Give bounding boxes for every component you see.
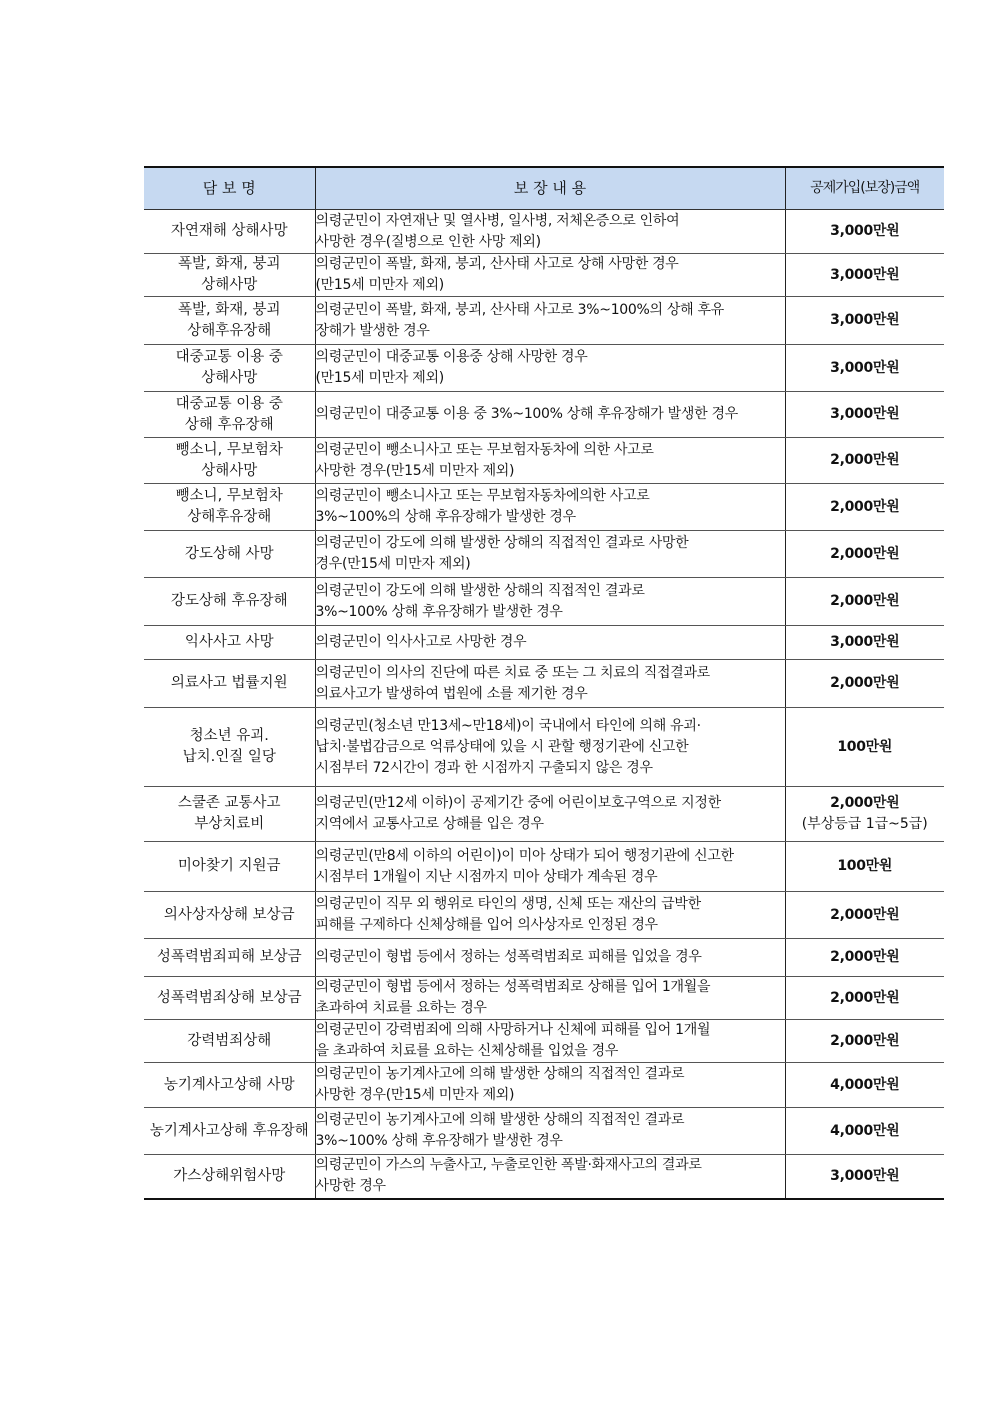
coverage-name-line: 상해후유장해 — [187, 509, 272, 525]
coverage-description-line: 의령군민이 의사의 진단에 따른 치료 중 또는 그 치료의 직접결과로 — [315, 664, 710, 681]
coverage-name-cell — [144, 1020, 315, 1063]
coverage-description-cell — [315, 254, 785, 297]
coverage-description-line: 장해가 발생한 경우 — [315, 322, 430, 339]
coverage-description-line: 의령군민이 폭발, 화재, 붕괴, 산사태 사고로 상해 사망한 경우 — [315, 256, 679, 272]
header-coverage-amount: 공제가입(보장)금액 — [785, 167, 944, 210]
coverage-description-cell — [315, 484, 785, 531]
coverage-description-cell — [315, 1155, 785, 1199]
table-row — [144, 210, 944, 254]
coverage-name-cell — [144, 787, 315, 842]
coverage-amount: 2,000만원 — [830, 498, 900, 515]
coverage-name-cell — [144, 977, 315, 1020]
coverage-name-line: 성폭력범죄상해 보상금 — [156, 989, 302, 1006]
coverage-amount: 3,000만원 — [830, 359, 900, 376]
coverage-name-line: 상해사망 — [201, 277, 258, 293]
coverage-description-cell — [315, 892, 785, 939]
table-row — [144, 345, 944, 392]
coverage-description-line: 을 초과하여 치료를 요하는 신체상해를 입었을 경우 — [315, 1043, 619, 1059]
coverage-table — [144, 166, 944, 1200]
coverage-amount: 2,000만원 — [830, 545, 900, 562]
coverage-name-cell — [144, 660, 315, 708]
coverage-amount-note: (부상등급 1급~5급) — [801, 816, 928, 832]
coverage-name-line: 강도상해 사망 — [184, 545, 274, 562]
coverage-name-line: 대중교통 이용 중 — [175, 349, 283, 365]
coverage-name-line: 부상치료비 — [194, 816, 265, 832]
coverage-amount-cell — [785, 939, 944, 977]
coverage-name-line: 의사상자상해 보상금 — [163, 906, 295, 923]
coverage-name-cell — [144, 626, 315, 660]
coverage-description-line: 사망한 경우 — [315, 1178, 386, 1195]
coverage-description-cell — [315, 1063, 785, 1108]
coverage-amount: 2,000만원 — [830, 593, 900, 609]
coverage-name-cell — [144, 842, 315, 892]
coverage-description-line: 3%~100% 상해 후유장해가 발생한 경우 — [315, 1133, 563, 1149]
coverage-name-line: 스쿨존 교통사고 — [177, 795, 281, 811]
coverage-amount-cell — [785, 787, 944, 842]
coverage-description-line: 의령군민이 뺑소니사고 또는 무보험자동차에 의한 사고로 — [315, 441, 654, 458]
coverage-amount-cell — [785, 1063, 944, 1108]
coverage-name-cell — [144, 484, 315, 531]
coverage-description-line: 의령군민이 직무 외 행위로 타인의 생명, 신체 또는 재산의 급박한 — [315, 896, 701, 912]
coverage-name-cell — [144, 578, 315, 626]
coverage-description-line: 납치·불법감금으로 억류상태에 있을 시 관할 행정기관에 신고한 — [315, 738, 689, 755]
coverage-name-cell — [144, 392, 315, 438]
coverage-amount: 2,000만원 — [830, 452, 900, 468]
coverage-description-line: 시점부터 1개월이 지난 시점까지 미아 상태가 계속된 경우 — [315, 868, 658, 885]
coverage-description-line: 지역에서 교통사고로 상해를 입은 경우 — [315, 816, 544, 832]
coverage-description-line: 의령군민이 익사사고로 사망한 경우 — [315, 634, 527, 650]
coverage-name-cell — [144, 939, 315, 977]
coverage-amount: 3,000만원 — [830, 634, 900, 650]
coverage-amount: 2,000만원 — [830, 675, 900, 691]
coverage-amount: 3,000만원 — [830, 266, 900, 283]
coverage-name-line: 강력범죄상해 — [187, 1032, 272, 1049]
header-row — [144, 167, 944, 210]
coverage-description-line: 초과하여 치료를 요하는 경우 — [315, 1000, 487, 1016]
coverage-description-line: 의령군민이 대중교통 이용중 상해 사망한 경우 — [315, 349, 588, 365]
coverage-name-line: 뺑소니, 무보험차 — [175, 441, 283, 458]
coverage-description-cell — [315, 842, 785, 892]
coverage-description-line: 의령군민이 농기계사고에 의해 발생한 상해의 직접적인 결과로 — [315, 1112, 685, 1128]
coverage-amount-cell — [785, 345, 944, 392]
coverage-name-line: 뺑소니, 무보험차 — [175, 488, 283, 504]
table-row — [144, 892, 944, 939]
coverage-amount-cell — [785, 977, 944, 1020]
coverage-amount: 2,000만원 — [830, 949, 900, 965]
coverage-amount: 2,000만원 — [830, 795, 900, 811]
coverage-description-line: (만15세 미만자 제외) — [315, 277, 444, 293]
coverage-amount: 2,000만원 — [830, 989, 900, 1006]
coverage-name-line: 청소년 유괴. — [189, 728, 269, 744]
coverage-name-cell — [144, 345, 315, 392]
coverage-amount: 3,000만원 — [830, 312, 900, 328]
coverage-description-cell — [315, 787, 785, 842]
coverage-description-line: 의령군민이 뺑소니사고 또는 무보험자동차에의한 사고로 — [315, 488, 650, 504]
coverage-description-cell — [315, 297, 785, 345]
coverage-description-line: 의료사고가 발생하여 법원에 소를 제기한 경우 — [315, 685, 588, 702]
coverage-description-line: 시점부터 72시간이 경과 한 시점까지 구출되지 않은 경우 — [315, 759, 653, 776]
coverage-name-cell — [144, 892, 315, 939]
coverage-amount: 100만원 — [837, 858, 893, 874]
coverage-name-cell — [144, 708, 315, 787]
table-row — [144, 626, 944, 660]
table-row — [144, 254, 944, 297]
coverage-description-line: 경우(만15세 미만자 제외) — [315, 556, 471, 572]
coverage-amount-cell — [785, 578, 944, 626]
coverage-amount: 100만원 — [837, 738, 893, 755]
coverage-amount-cell — [785, 708, 944, 787]
table-row — [144, 438, 944, 484]
coverage-description-cell — [315, 977, 785, 1020]
coverage-amount: 4,000만원 — [830, 1122, 900, 1139]
coverage-description-line: 3%~100% 상해 후유장해가 발생한 경우 — [315, 603, 563, 620]
coverage-description-line: 사망한 경우(만15세 미만자 제외) — [315, 1087, 515, 1103]
coverage-name-line: 강도상해 후유장해 — [170, 593, 288, 609]
table-body — [144, 210, 944, 1199]
table-row — [144, 578, 944, 626]
coverage-description-line: 의령군민이 강도에 의해 발생한 상해의 직접적인 결과로 — [315, 582, 645, 599]
coverage-name-cell — [144, 531, 315, 578]
coverage-amount-cell — [785, 1020, 944, 1063]
coverage-name-line: 상해후유장해 — [187, 322, 272, 339]
table-row — [144, 484, 944, 531]
coverage-description-line: 의령군민이 농기계사고에 의해 발생한 상해의 직접적인 결과로 — [315, 1066, 685, 1082]
coverage-description-line: 피해를 구제하다 신체상해를 입어 의사상자로 인정된 경우 — [315, 917, 658, 933]
coverage-name-cell — [144, 297, 315, 345]
coverage-amount-cell — [785, 531, 944, 578]
coverage-description-cell — [315, 660, 785, 708]
coverage-name-line: 가스상해위험사망 — [173, 1167, 286, 1184]
coverage-description-line: 의령군민이 강도에 의해 발생한 상해의 직접적인 결과로 사망한 — [315, 535, 689, 551]
table-row — [144, 787, 944, 842]
table-row — [144, 1155, 944, 1199]
coverage-amount: 4,000만원 — [830, 1076, 900, 1093]
coverage-name-line: 납치.인질 일당 — [182, 749, 276, 765]
coverage-amount-cell — [785, 484, 944, 531]
coverage-description-line: 의령군민(만12세 이하)이 공제기간 중에 어린이보호구역으로 지정한 — [315, 795, 721, 811]
coverage-description-line: 의령군민이 강력범죄에 의해 사망하거나 신체에 피해를 입어 1개월 — [315, 1022, 711, 1038]
coverage-name-line: 폭발, 화재, 붕괴 — [178, 301, 281, 318]
table-header — [144, 167, 944, 210]
coverage-description-cell — [315, 626, 785, 660]
coverage-name-line: 자연재해 상해사망 — [170, 223, 288, 239]
table-row — [144, 392, 944, 438]
coverage-amount: 3,000만원 — [830, 1167, 900, 1184]
coverage-name-line: 상해사망 — [201, 370, 258, 386]
coverage-amount: 3,000만원 — [830, 223, 900, 239]
table-row — [144, 660, 944, 708]
coverage-name-line: 농기계사고상해 후유장해 — [149, 1122, 309, 1139]
coverage-name-line: 익사사고 사망 — [184, 634, 274, 650]
coverage-amount-cell — [785, 892, 944, 939]
coverage-amount-cell — [785, 1108, 944, 1155]
coverage-description-line: 3%~100%의 상해 후유장해가 발생한 경우 — [315, 509, 576, 525]
coverage-name-line: 미아찾기 지원금 — [177, 858, 281, 874]
coverage-description-line: 의령군민이 대중교통 이용 중 3%~100% 상해 후유장해가 발생한 경우 — [315, 406, 738, 422]
coverage-name-cell — [144, 1108, 315, 1155]
coverage-name-cell — [144, 438, 315, 484]
coverage-description-cell — [315, 531, 785, 578]
table-row — [144, 1020, 944, 1063]
coverage-name-cell — [144, 254, 315, 297]
coverage-description-line: 사망한 경우(질병으로 인한 사망 제외) — [315, 233, 541, 250]
coverage-description-line: (만15세 미만자 제외) — [315, 370, 444, 386]
table-row — [144, 708, 944, 787]
coverage-description-line: 의령군민이 폭발, 화재, 붕괴, 산사태 사고로 3%~100%의 상해 후유 — [315, 301, 724, 318]
coverage-description-line: 의령군민이 형법 등에서 정하는 성폭력범죄로 피해를 입었을 경우 — [315, 949, 702, 965]
table-row — [144, 1108, 944, 1155]
coverage-name-line: 상해 후유장해 — [184, 416, 274, 433]
coverage-description-line: 의령군민이 자연재난 및 열사병, 일사병, 저체온증으로 인하여 — [315, 212, 680, 229]
table-row — [144, 531, 944, 578]
coverage-name-line: 성폭력범죄피해 보상금 — [156, 949, 302, 965]
coverage-amount-cell — [785, 297, 944, 345]
coverage-amount-cell — [785, 254, 944, 297]
coverage-amount-cell — [785, 392, 944, 438]
coverage-amount-cell — [785, 438, 944, 484]
coverage-description-cell — [315, 1020, 785, 1063]
coverage-amount-cell — [785, 210, 944, 254]
coverage-description-cell — [315, 392, 785, 438]
coverage-name-cell — [144, 210, 315, 254]
header-coverage-description: 보 장 내 용 — [315, 167, 785, 210]
coverage-name-line: 농기계사고상해 사망 — [163, 1076, 295, 1093]
coverage-description-cell — [315, 708, 785, 787]
coverage-name-cell — [144, 1155, 315, 1199]
coverage-amount: 3,000만원 — [830, 406, 900, 422]
coverage-description-line: 의령군민(청소년 만13세~만18세)이 국내에서 타인에 의해 유괴· — [315, 717, 701, 734]
coverage-amount: 2,000만원 — [830, 1032, 900, 1049]
coverage-description-line: 의령군민이 형법 등에서 정하는 성폭력범죄로 상해를 입어 1개월을 — [315, 979, 711, 995]
coverage-amount: 2,000만원 — [830, 906, 900, 923]
table-row — [144, 842, 944, 892]
coverage-amount-cell — [785, 626, 944, 660]
coverage-name-line: 상해사망 — [201, 462, 258, 479]
header-coverage-name: 담 보 명 — [144, 167, 315, 210]
coverage-description-cell — [315, 438, 785, 484]
coverage-name-line: 폭발, 화재, 붕괴 — [178, 256, 281, 272]
coverage-amount-cell — [785, 1155, 944, 1199]
table-row — [144, 939, 944, 977]
coverage-name-line: 의료사고 법률지원 — [170, 675, 288, 691]
table-row — [144, 977, 944, 1020]
coverage-name-cell — [144, 1063, 315, 1108]
coverage-amount-cell — [785, 660, 944, 708]
coverage-description-cell — [315, 578, 785, 626]
coverage-description-cell — [315, 345, 785, 392]
table-row — [144, 1063, 944, 1108]
coverage-description-cell — [315, 210, 785, 254]
coverage-description-line: 사망한 경우(만15세 미만자 제외) — [315, 462, 515, 479]
coverage-description-cell — [315, 1108, 785, 1155]
coverage-amount-cell — [785, 842, 944, 892]
coverage-name-line: 대중교통 이용 중 — [175, 395, 283, 412]
table-row — [144, 297, 944, 345]
coverage-description-cell — [315, 939, 785, 977]
coverage-description-line: 의령군민(만8세 이하의 어린이)이 미아 상태가 되어 행정기관에 신고한 — [315, 847, 734, 864]
coverage-description-line: 의령군민이 가스의 누출사고, 누출로인한 폭발·화재사고의 결과로 — [315, 1157, 702, 1174]
